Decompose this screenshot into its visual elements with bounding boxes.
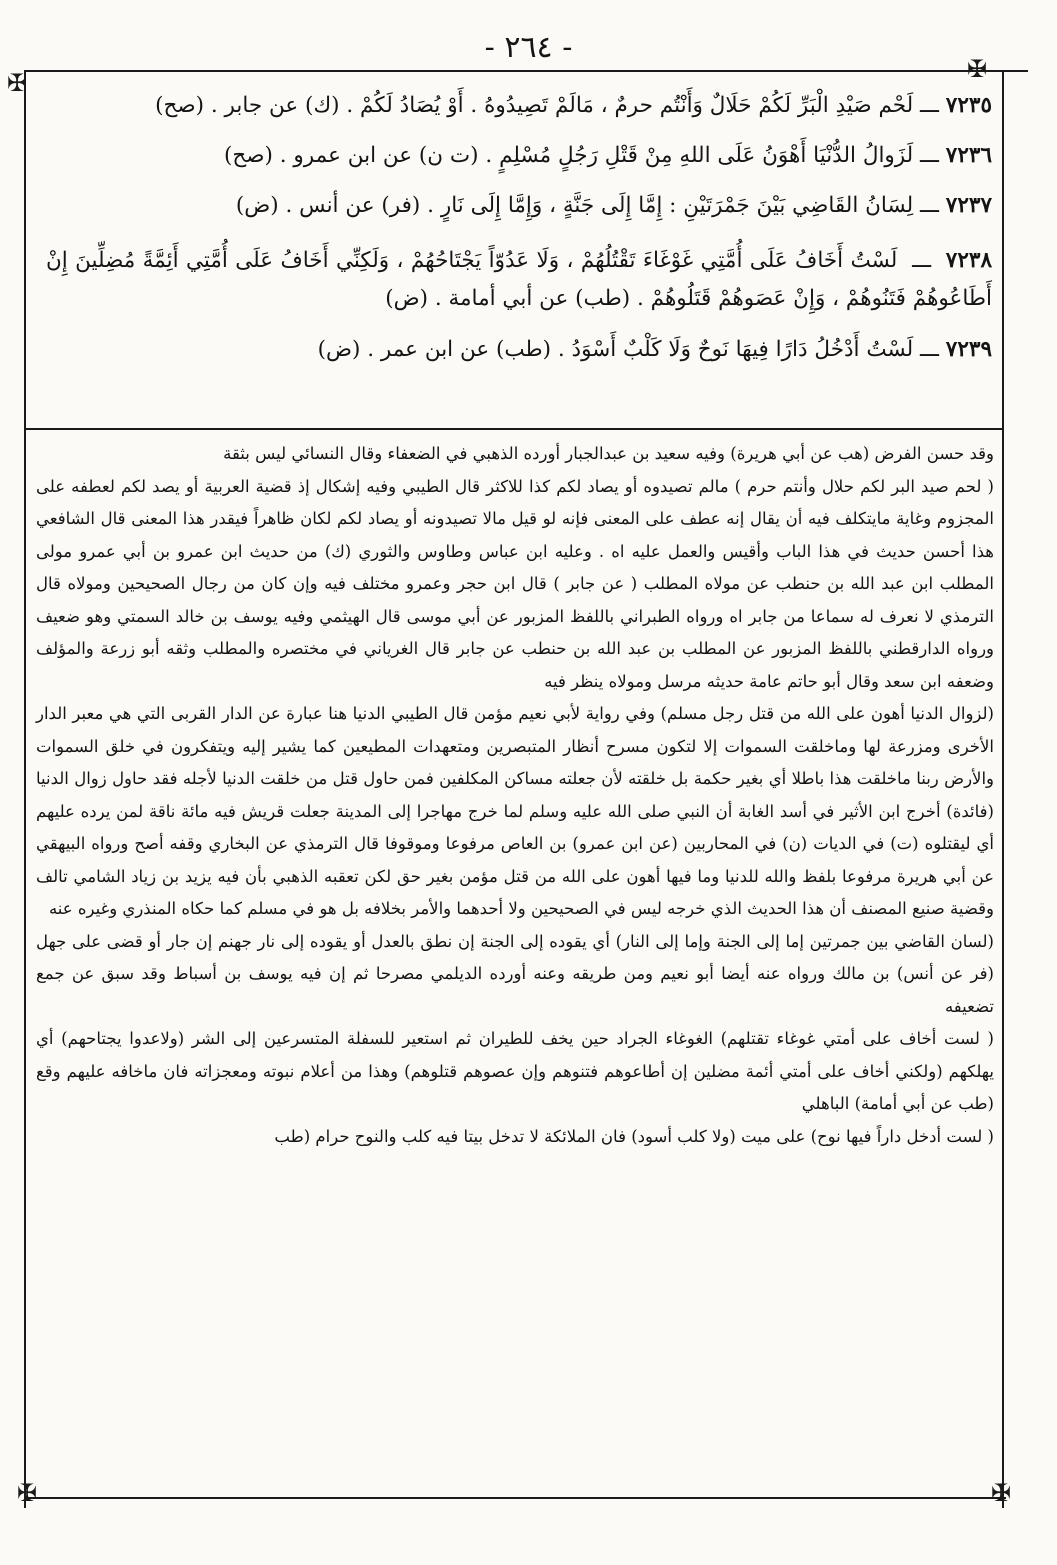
hadith-number: ٧٢٣٦ xyxy=(945,142,992,168)
hadith-number: ٧٢٣٨ xyxy=(945,248,992,273)
hadith-text: لِسَانُ القَاضِي بَيْنَ جَمْرَتَيْنِ : إِمَّا إِلَى جَنَّةٍ ، وَإِمَّا إِلَى نَارٍ . (فر) عن أنس . (ض) xyxy=(235,192,914,218)
hadith-text: لَحْم صَيْدِ الْبَرِّ لَكُمْ حَلَالٌ وَأَنْتُم حرمٌ ، مَالَمْ تَصِيدُوهُ . أَوْ يُصَادُ لَكُمْ . (ك) عن جابر . (صح) xyxy=(155,92,914,118)
hadith-entry: ٧٢٣٩ ـــ لَسْتُ أَدْخُلُ دَارًا فِيهَا نَوحٌ وَلَا كَلْبٌ أَسْوَدُ . (طب) عن ابن عمر . (ض) xyxy=(317,336,992,362)
commentary-paragraph: ( لست أخاف على أمتي غوغاء تقتلهم) الغوغاء الجراد حين يخف للطيران ثم استعير للسفلة المتسرعين إلى الشر (ولاعدوا يجتاحهم) أي يهلكهم (ولكني أخاف على أمتي أئمة مضلين إن أطاعوهم فتنوهم وإن عصوهم قتلوهم) وهذا من أعلام نبوته ومعجزاته فان ماخافه عليهم وقع (طب عن أبي أمامة) الباهلي xyxy=(36,1029,994,1113)
commentary-paragraph: وقد حسن الفرض (هب عن أبي هريرة) وفيه سعيد بن عبدالجبار أورده الذهبي في الضعفاء وقال النسائي ليس بثقة xyxy=(223,444,994,463)
right-rule xyxy=(1002,70,1004,1508)
hadith-text: لَزَوالُ الدُّنْيَا أَهْوَنُ عَلَى اللهِ مِنْ قَتْلِ رَجُلٍ مُسْلِمٍ . (ت ن) عن ابن عمرو . (صح) xyxy=(223,142,914,168)
bottom-rule xyxy=(24,1497,1006,1499)
corner-ornament-icon: ✠ xyxy=(966,55,988,83)
hadith-entry: ٧٢٣٨ ـــ لَسْتُ أَخَافُ عَلَى أُمَّتِي غَوْغَاءَ تَقْتُلُهُمْ ، وَلَا عَدُوّاً يَجْتَاحُهُمْ ، وَلَكِنِّي أَخَافُ عَلَى أُمَّتِي أَئِمَّةً مُضِلِّينَ إِنْ أَطَاعُوهُمْ فَتَنُوهُمْ ، وَإِنْ عَصَوهُمْ قَتَلُوهُمْ . (طب) عن أبي أمامة . (ض) xyxy=(46,248,992,311)
top-rule xyxy=(24,70,1028,72)
hadith-entry: ٧٢٣٧ ـــ لِسَانُ القَاضِي بَيْنَ جَمْرَتَيْنِ : إِمَّا إِلَى جَنَّةٍ ، وَإِمَّا إِلَى نَارٍ . (فر) عن أنس . (ض) xyxy=(235,192,992,218)
separator-rule xyxy=(26,428,1002,430)
hadith-text: لَسْتُ أَخَافُ عَلَى أُمَّتِي غَوْغَاءَ تَقْتُلُهُمْ ، وَلَا عَدُوّاً يَجْتَاحُهُمْ ، وَلَكِنِّي أَخَافُ عَلَى أُمَّتِي أَئِمَّةً مُضِلِّينَ إِنْ أَطَاعُوهُمْ فَتَنُوهُمْ ، وَإِنْ عَصَوهُمْ قَتَلُوهُمْ . (طب) عن أبي أمامة . (ض) xyxy=(46,248,992,311)
left-rule xyxy=(24,70,26,1508)
commentary-paragraph: (لسان القاضي بين جمرتين إما إلى الجنة وإما إلى النار) أي يقوده إلى الجنة إن نطق بالعدل أو يقوده إلى نار جهنم إن جار أو قضى على جهل (فر عن أنس) بن مالك ورواه عنه أيضا أبو نعيم ومن طريقه وعنه أورده الديلمي مصرحا ثم إن فيه يوسف بن أسباط وقد سبق عن جمع تضعيفه xyxy=(36,931,994,1016)
corner-ornament-icon: ✠ xyxy=(16,1479,38,1507)
commentary-paragraph: ( لست أدخل داراً فيها نوح) على ميت (ولا كلب أسود) فان الملائكة لا تدخل بيتا فيه كلب والنوح حرام (طب xyxy=(274,1126,994,1146)
hadith-entry: ٧٢٣٦ ـــ لَزَوالُ الدُّنْيَا أَهْوَنُ عَلَى اللهِ مِنْ قَتْلِ رَجُلٍ مُسْلِمٍ . (ت ن) عن ابن عمرو . (صح) xyxy=(223,142,992,168)
corner-ornament-icon: ✠ xyxy=(6,69,28,97)
commentary-paragraph: (لزوال الدنيا أهون على الله من قتل رجل مسلم) وفي رواية لأبي نعيم مؤمن قال الطيبي الدنيا هنا عبارة عن الدار القربى التي هي معبر الدار الأخرى ومزرعة لها وماخلقت السموات إلا لتكون مسرح أنظار المتبصرين ومتعهدات المطيعين كما يشير إليه ويتفكرون في خلق السموات والأرض ربنا ماخلقت هذا باطلا أي بغير حكمة بل خلقته لأن جعلته مساكن المكلفين فمن حاول قتل من خلقت الدنيا لأجله فقد حاول زوال الدنيا (فائدة) أخرج ابن الأثير في أسد الغابة أن النبي صلى الله عليه وسلم لما خرج مهاجرا إلى المدينة جعلت قريش فيه مائة ناقة لمن يرده عليهم أي ليقتلوه (ت) في الديات (ن) في المحاربين (عن ابن عمرو) بن العاص مرفوعا وموقوفا قال الترمذي عن البخاري وقفه أصح ورواه البيهقي عن أبي هريرة مرفوعا بلفظ والله للدنيا وما فيها أهون على الله من قتل مؤمن بغير حق لكن تعقبه الذهبي بأن فيه يزيد بن زياد الشامي تالف وقضية صنيع المصنف أن هذا الحديث الذي خرجه ليس في الصحيحين ولا أحدهما والأمر بخلافه بل هو في مسلم كما حكاه المنذري وغيره عنه xyxy=(36,704,994,918)
hadith-number: ٧٢٣٧ xyxy=(945,192,992,218)
hadith-number: ٧٢٣٩ xyxy=(945,336,992,362)
corner-ornament-icon: ✠ xyxy=(990,1479,1012,1507)
hadith-section xyxy=(46,80,992,374)
page-number: - ٢٦٤ - xyxy=(484,30,573,65)
commentary-section xyxy=(36,438,994,1153)
hadith-entry: ٧٢٣٥ ـــ لَحْم صَيْدِ الْبَرِّ لَكُمْ حَلَالٌ وَأَنْتُم حرمٌ ، مَالَمْ تَصِيدُوهُ . أَوْ يُصَادُ لَكُمْ . (ك) عن جابر . (صح) xyxy=(155,92,992,118)
hadith-text: لَسْتُ أَدْخُلُ دَارًا فِيهَا نَوحٌ وَلَا كَلْبٌ أَسْوَدُ . (طب) عن ابن عمر . (ض) xyxy=(317,336,914,362)
commentary-paragraph: ( لحم صيد البر لكم حلال وأنتم حرم ) مالم تصيدوه أو يصاد لكم كذا للاكثر قال الطيبي وفيه إشكال إذ قضية العربية أو يصد لكم لعطفه على المجزوم وغاية مايتكلف فيه أن يقال إنه عطف على المعنى فإنه لو قيل مالا تصيدونه أو يصاد لكم لكان ظاهراً فيقدر هذا المعنى قال الشافعي هذا أحسن حديث في هذا الباب وأقيس والعمل عليه اه . وعليه ابن عباس وطاوس والثوري (ك) من حديث ابن عمرو بن أبي عمرو مولى المطلب ابن عبد الله بن حنطب عن مولاه المطلب ( عن جابر ) قال ابن حجر وعمرو مختلف فيه وإن كان من رجال الصحيحين ومولاه قال الترمذي لا نعرف له سماعا من جابر اه ورواه الطبراني باللفظ المزبور عن أبي موسى قال الهيثمي وفيه يوسف بن خالد السمتي وهو ضعيف ورواه الدارقطني باللفظ المزبور عن المطلب بن عبد الله بن حنطب عن جابر قال الغرياني في مختصره والمطلب وثقه أبو زرعة والمؤلف وضعفه ابن سعد وقال أبو حاتم عامة حديثه مرسل ومولاه ينظر فيه xyxy=(36,476,994,691)
hadith-number: ٧٢٣٥ xyxy=(945,92,992,118)
